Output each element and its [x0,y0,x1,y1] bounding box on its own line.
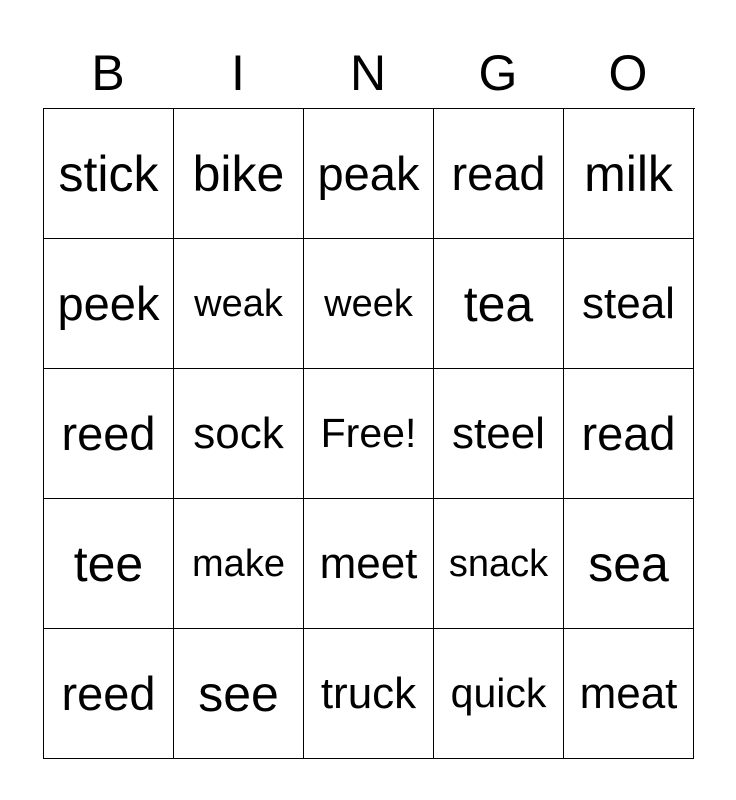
bingo-cell-r2-c4[interactable]: tea [434,239,564,369]
bingo-grid [43,108,695,759]
bingo-cell-r1-c4[interactable]: read [434,109,564,239]
bingo-cell-r3-c1[interactable]: reed [44,369,174,499]
bingo-cell-r1-c2[interactable]: bike [174,109,304,239]
bingo-cell-r5-c1[interactable]: reed [44,629,174,759]
header-letter-i: I [231,45,245,101]
bingo-cell-r1-c5[interactable]: milk [564,109,694,239]
bingo-cell-r4-c1[interactable]: tee [44,499,174,629]
bingo-cell-r1-c1[interactable]: stick [44,109,174,239]
bingo-cell-r5-c2[interactable]: see [174,629,304,759]
bingo-cell-r4-c5[interactable]: sea [564,499,694,629]
bingo-cell-r1-c3[interactable]: peak [304,109,434,239]
bingo-cell-r5-c5[interactable]: meat [564,629,694,759]
bingo-cell-r3-c5[interactable]: read [564,369,694,499]
bingo-cell-r5-c4[interactable]: quick [434,629,564,759]
bingo-cell-r4-c2[interactable]: make [174,499,304,629]
header-letter-g: G [478,45,518,101]
bingo-card [43,38,693,759]
bingo-cell-r3-c3-free: Free! [304,369,434,499]
bingo-cell-r2-c2[interactable]: weak [174,239,304,369]
bingo-cell-r5-c3[interactable]: truck [304,629,434,759]
bingo-cell-r4-c3[interactable]: meet [304,499,434,629]
bingo-header [43,38,693,108]
bingo-cell-r3-c2[interactable]: sock [174,369,304,499]
header-letter-b: B [91,45,125,101]
bingo-cell-r2-c1[interactable]: peek [44,239,174,369]
bingo-cell-r2-c3[interactable]: week [304,239,434,369]
bingo-cell-r3-c4[interactable]: steel [434,369,564,499]
bingo-cell-r4-c4[interactable]: snack [434,499,564,629]
header-letter-o: O [608,45,648,101]
bingo-cell-r2-c5[interactable]: steal [564,239,694,369]
header-letter-n: N [349,45,387,101]
